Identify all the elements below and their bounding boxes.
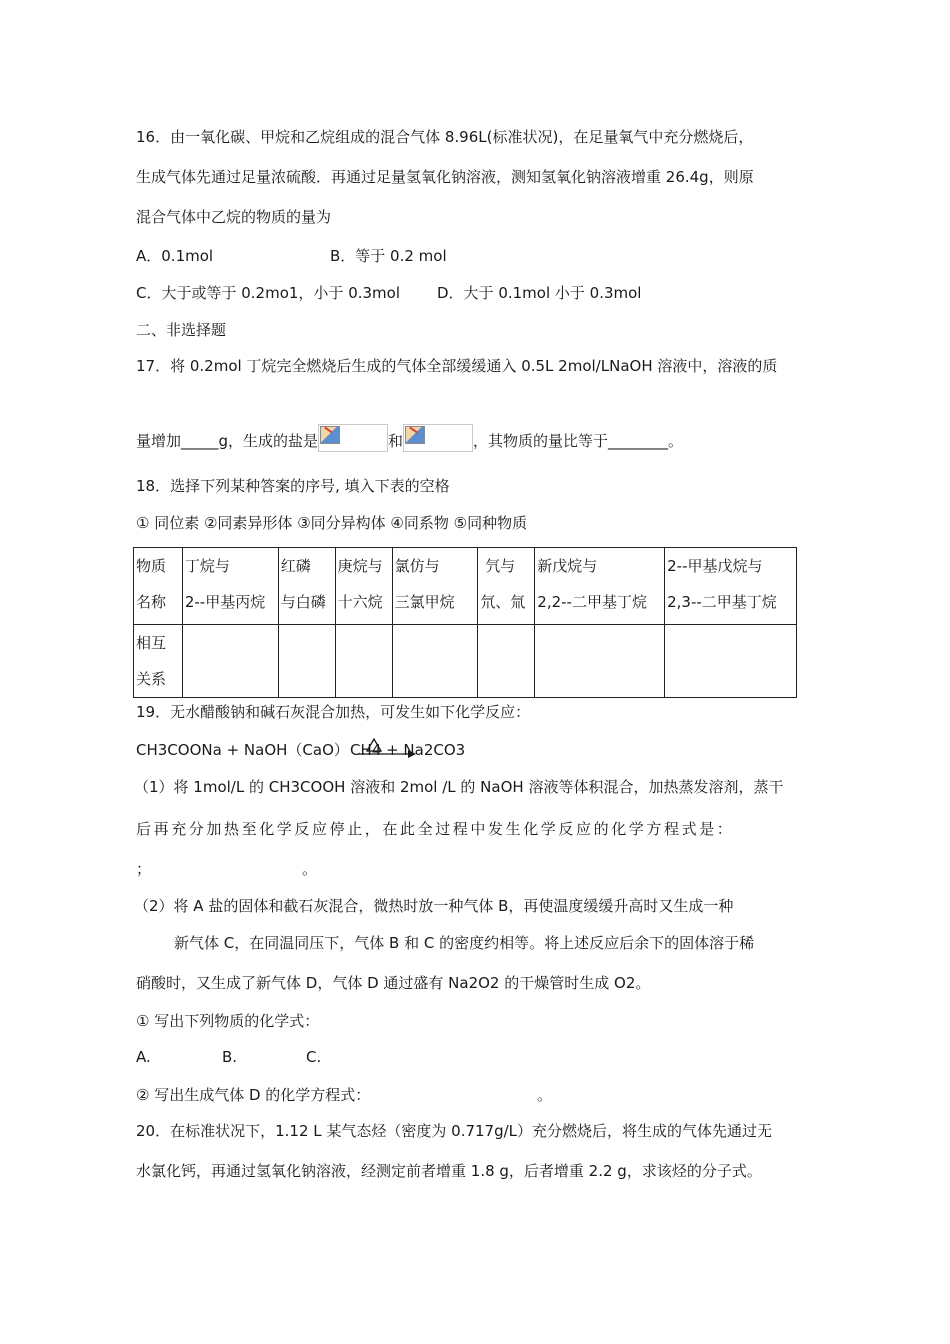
answer-c: C. xyxy=(306,1048,322,1066)
table-cell: 氕与 氘、氚 xyxy=(478,548,535,625)
answer-cell[interactable] xyxy=(182,625,278,698)
q19-line1: 19．无水醋酸钠和碱石灰混合加热，可发生如下化学反应： xyxy=(136,703,531,721)
table-cell: 红磷 与白磷 xyxy=(278,548,335,625)
q17-segment-1: 量增加_____g，生成的盐是 xyxy=(136,432,319,450)
answer-cell[interactable] xyxy=(535,625,665,698)
q20-line2: 水氯化钙，再通过氢氧化钠溶液，经测定前者增重 1.8 g，后者增重 2.2 g，求该烃的分子式。 xyxy=(136,1162,762,1180)
table-cell: 物质 名称 xyxy=(134,548,183,625)
answer-cell[interactable] xyxy=(392,625,478,698)
q19-equation-right: CH4 + Na2CO3 xyxy=(350,741,466,759)
q17-line2 xyxy=(136,424,683,452)
q19-part2-line1: （2）将 A 盐的固体和截石灰混合，微热时放一种气体 B，再使温度缓缓升高时又生成一种 xyxy=(134,897,734,915)
table-row xyxy=(134,625,797,698)
table-cell: 庚烷与 十六烷 xyxy=(335,548,392,625)
q19-part1-blank-1: ； xyxy=(136,860,152,878)
relation-table xyxy=(133,547,797,698)
q18-choices: ① 同位素 ②同素异形体 ③同分异构体 ④同系物 ⑤同种物质 xyxy=(136,514,528,532)
table-cell: 新戊烷与 2,2--二甲基丁烷 xyxy=(535,548,665,625)
table-cell: 相互 关系 xyxy=(134,625,183,698)
table-cell: 丁烷与 2--甲基丙烷 xyxy=(182,548,278,625)
q19-equation-left: CH3COONa + NaOH（CaO） xyxy=(136,741,349,759)
answer-cell[interactable] xyxy=(278,625,335,698)
answer-cell[interactable] xyxy=(478,625,535,698)
q16-line3: 混合气体中乙烷的物质的量为 xyxy=(136,208,332,226)
q17-line1: 17．将 0.2mol 丁烷完全燃烧后生成的气体全部缓缓通入 0.5L 2mol/LNaOH 溶液中，溶液的质 xyxy=(136,357,778,375)
answer-b: B. xyxy=(222,1048,238,1066)
q17-segment-2: 和 xyxy=(388,432,404,450)
q19-sub2-end: 。 xyxy=(537,1086,553,1104)
q16-option-d: D．大于 0.1mol 小于 0.3mol xyxy=(437,284,642,302)
q19-part1-line2: 后再充分加热至化学反应停止，在此全过程中发生化学反应的化学方程式是： xyxy=(136,820,735,838)
q19-sub1: ① 写出下列物质的化学式： xyxy=(136,1012,320,1030)
q16-option-a: A．0.1mol xyxy=(136,247,214,265)
q20-line1: 20．在标准状况下，1.12 L 某气态烃（密度为 0.717g/L）充分燃烧后，将生成的气体先通过无 xyxy=(136,1122,773,1140)
q16-option-b: B．等于 0.2 mol xyxy=(330,247,447,265)
q19-part1-line1: （1）将 1mol/L 的 CH3COOH 溶液和 2mol /L 的 NaOH 溶液等体积混合，加热蒸发溶剂，蒸干 xyxy=(134,778,784,796)
table-cell: 氯仿与 三氯甲烷 xyxy=(392,548,478,625)
q19-part2-line2: 新气体 C，在同温同压下，气体 B 和 C 的密度约相等。将上述反应后余下的固体溶于稀 xyxy=(174,934,755,952)
broken-image-icon xyxy=(318,424,388,452)
q16-line2: 生成气体先通过足量浓硫酸．再通过足量氢氧化钠溶液，测知氢氧化钠溶液增重 26.4g，则原 xyxy=(136,168,754,186)
answer-cell[interactable] xyxy=(665,625,797,698)
answer-a: A. xyxy=(136,1048,151,1066)
q18-line1: 18．选择下列某种答案的序号, 填入下表的空格 xyxy=(136,477,450,495)
q19-sub2: ② 写出生成气体 D 的化学方程式： xyxy=(136,1086,371,1104)
table-cell: 2--甲基戊烷与 2,3--二甲基丁烷 xyxy=(665,548,797,625)
q17-segment-3: ，其物质的量比等于________。 xyxy=(473,432,684,450)
q19-part2-line3: 硝酸时，又生成了新气体 D，气体 D 通过盛有 Na2O2 的干燥管时生成 O2。 xyxy=(136,974,651,992)
table-row xyxy=(134,548,797,625)
broken-image-icon xyxy=(403,424,473,452)
q16-option-c: C．大于或等于 0.2mo1，小于 0.3mol xyxy=(136,284,401,302)
answer-cell[interactable] xyxy=(335,625,392,698)
section-heading: 二、非选择题 xyxy=(136,321,227,339)
q19-part1-blank-2: 。 xyxy=(302,860,318,878)
q16-line1: 16．由一氧化碳、甲烷和乙烷组成的混合气体 8.96L(标准状况)，在足量氧气中充分燃烧后， xyxy=(136,128,754,146)
